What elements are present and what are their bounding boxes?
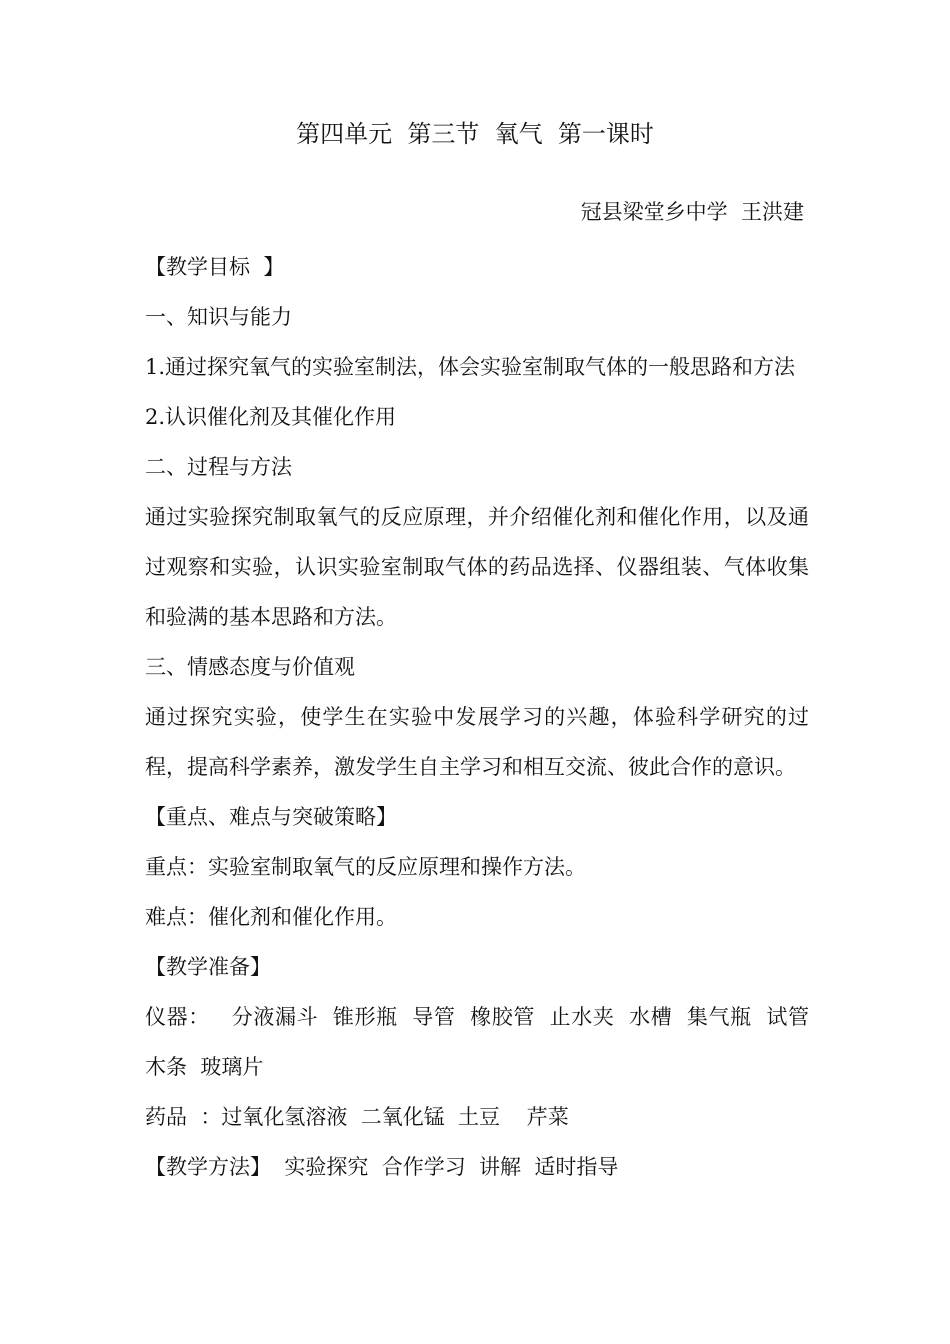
section-heading-preparation: 【教学准备】 bbox=[145, 955, 271, 979]
subheading-attitude: 三、情感态度与价值观 bbox=[145, 655, 355, 679]
section-heading-objectives: 【教学目标 】 bbox=[145, 255, 285, 279]
paragraph-attitude: 通过探究实验，使学生在实验中发展学习的兴趣，体验科学研究的过程，提高科学素养，激发学生自主学习和相互交流、彼此合作的意识。 bbox=[145, 705, 809, 779]
section-heading-methods: 【教学方法】 实验探究 合作学习 讲解 适时指导 bbox=[145, 1155, 619, 1179]
paragraph-item-1: 1.通过探究氧气的实验室制法，体会实验室制取气体的一般思路和方法 bbox=[145, 355, 796, 379]
paragraph-key-point: 重点：实验室制取氧气的反应原理和操作方法。 bbox=[145, 855, 586, 879]
section-heading-key-points: 【重点、难点与突破策略】 bbox=[145, 805, 397, 829]
paragraph-process: 通过实验探究制取氧气的反应原理，并介绍催化剂和催化作用，以及通过观察和实验，认识实验室制取气体的药品选择、仪器组装、气体收集和验满的基本思路和方法。 bbox=[145, 505, 809, 629]
page-title: 第四单元 第三节 氧气 第一课时 bbox=[296, 120, 654, 148]
subheading-process: 二、过程与方法 bbox=[145, 455, 292, 479]
paragraph-item-2: 2.认识催化剂及其催化作用 bbox=[145, 405, 397, 429]
subheading-knowledge: 一、知识与能力 bbox=[145, 305, 292, 329]
document-body bbox=[145, 242, 823, 1192]
author-line: 冠县梁堂乡中学 王洪建 bbox=[580, 200, 804, 224]
paragraph-reagents: 药品 ：过氧化氢溶液 二氧化锰 土豆 芹菜 bbox=[145, 1105, 569, 1129]
paragraph-difficulty: 难点：催化剂和催化作用。 bbox=[145, 905, 397, 929]
paragraph-instruments: 仪器： 分液漏斗 锥形瓶 导管 橡胶管 止水夹 水槽 集气瓶 试管 木条 玻璃片 bbox=[145, 1005, 823, 1079]
